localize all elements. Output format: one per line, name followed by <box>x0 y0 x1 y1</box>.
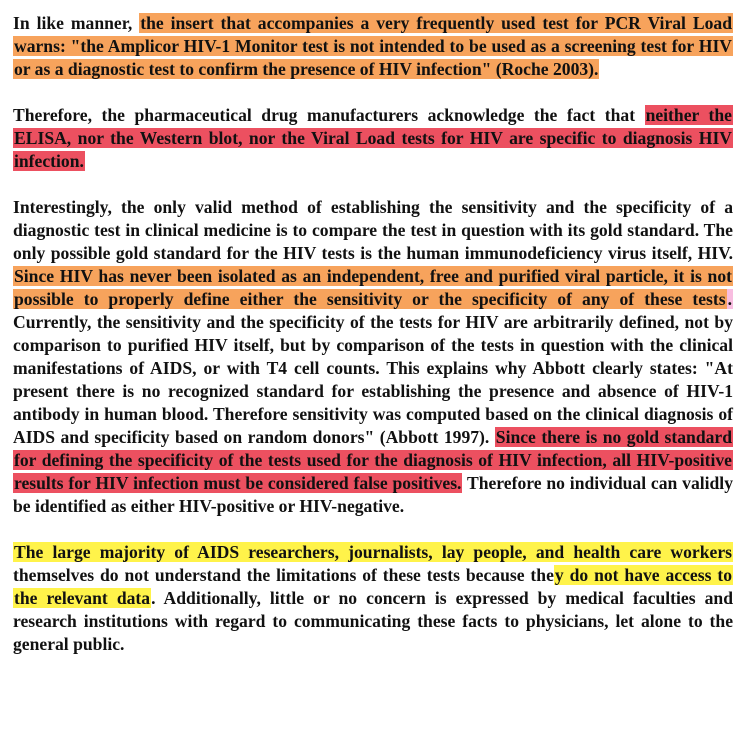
highlighted-span: neither the ELISA, nor the Western blot, nor the Viral Load tests for HIV are specific to diagnosis HIV infection. <box>14 105 732 171</box>
paragraph-roche-insert <box>13 12 733 81</box>
highlighted-span: the insert that accompanies a very frequently used test for PCR Viral Load warns: "the Amplicor HIV-1 Monitor test is not intended to be used as a screening test for HIV or as a diagnostic test to confirm the presence of HIV infection" (Roche 2003). <box>14 13 732 79</box>
highlighted-span: The large majority of AIDS researchers, journalists, lay people, and health care workers <box>14 542 732 562</box>
highlighted-span: Since HIV has never been isolated as an independent, free and purified viral particle, it is not possible to properly define either the sensitivity or the specificity of any of these tests <box>14 266 732 309</box>
text-span: Therefore, the pharmaceutical drug manufacturers acknowledge the fact that <box>13 105 645 125</box>
paragraph-manufacturers <box>13 104 733 173</box>
paragraph-gold-standard <box>13 196 733 518</box>
text-span: Interestingly, the only valid method of establishing the sensitivity and the specificity of a diagnostic test in clinical medicine is to compare the test in question with its gold standard. The only possible gold standard for the HIV tests is the human immunodeficiency virus itself, HIV. <box>13 197 733 263</box>
text-span: themselves do not understand the limitations of these tests because the <box>13 565 554 585</box>
text-span: Currently, the sensitivity and the specificity of the tests for HIV are arbitrarily defined, not by comparison to purified HIV itself, but by comparison of the tests in question with the clinical manifestations of AIDS, or with T4 cell counts. This explains why Abbott clearly states: "At present there is no recognized standard for establishing the presence and absence of HIV-1 antibody in human blood. Therefore sensitivity was computed based on the clinical diagnosis of AIDS and specificity based on random donors" (Abbott 1997). <box>13 312 733 447</box>
highlighted-span: Since there is no gold standard for defining the specificity of the tests used for the diagnosis of HIV infection, all HIV-positive results for HIV infection must be considered false positives. <box>14 427 732 493</box>
text-span: . Additionally, little or no concern is expressed by medical faculties and research institutions with regard to communicating these facts to physicians, let alone to the general public. <box>13 588 733 654</box>
highlighted-span: y do not have access to the relevant data <box>14 565 732 608</box>
text-span: In like manner, <box>13 13 140 33</box>
highlighted-span: . <box>727 289 732 309</box>
text-span: Therefore no individual can validly be identified as either HIV-positive or HIV-negative. <box>13 473 733 516</box>
paragraph-researchers <box>13 541 733 656</box>
